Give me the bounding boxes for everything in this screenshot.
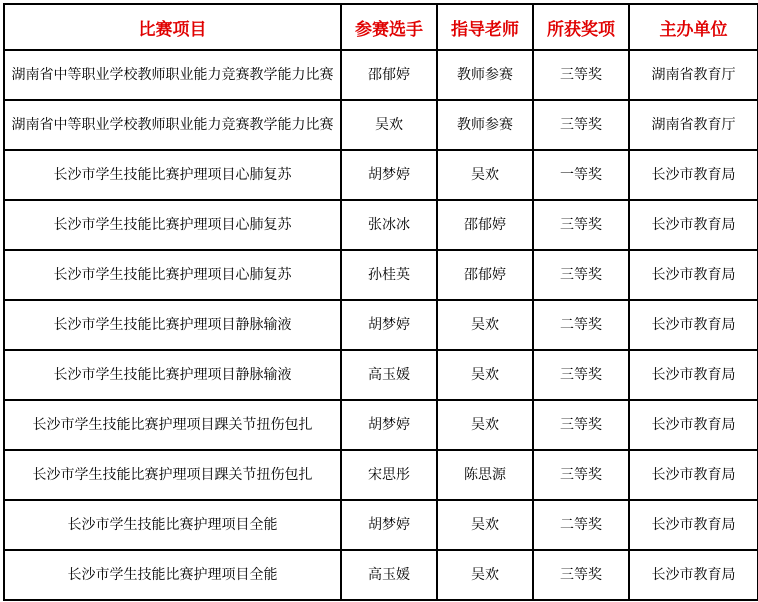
cell-competition: 长沙市学生技能比赛护理项目静脉输液 [4, 350, 341, 400]
cell-instructor: 吴欢 [437, 150, 533, 200]
table-row [4, 200, 758, 250]
cell-instructor: 吴欢 [437, 500, 533, 550]
header-competition: 比赛项目 [4, 4, 341, 50]
cell-participant: 孙桂英 [341, 250, 437, 300]
cell-participant: 邵郁婷 [341, 50, 437, 100]
cell-participant: 张冰冰 [341, 200, 437, 250]
header-instructor: 指导老师 [437, 4, 533, 50]
cell-instructor: 吴欢 [437, 300, 533, 350]
header-row [4, 4, 758, 50]
cell-competition: 长沙市学生技能比赛护理项目踝关节扭伤包扎 [4, 400, 341, 450]
cell-organizer: 长沙市教育局 [629, 500, 758, 550]
cell-award: 三等奖 [533, 450, 629, 500]
cell-competition: 长沙市学生技能比赛护理项目心肺复苏 [4, 200, 341, 250]
cell-organizer: 长沙市教育局 [629, 250, 758, 300]
cell-organizer: 湖南省教育厅 [629, 100, 758, 150]
cell-instructor: 教师参赛 [437, 50, 533, 100]
cell-competition: 长沙市学生技能比赛护理项目全能 [4, 550, 341, 600]
cell-instructor: 邵郁婷 [437, 200, 533, 250]
cell-award: 三等奖 [533, 50, 629, 100]
cell-award: 三等奖 [533, 550, 629, 600]
cell-organizer: 长沙市教育局 [629, 550, 758, 600]
cell-competition: 长沙市学生技能比赛护理项目踝关节扭伤包扎 [4, 450, 341, 500]
cell-participant: 胡梦婷 [341, 150, 437, 200]
cell-organizer: 长沙市教育局 [629, 450, 758, 500]
cell-participant: 宋思彤 [341, 450, 437, 500]
cell-instructor: 教师参赛 [437, 100, 533, 150]
cell-participant: 高玉媛 [341, 550, 437, 600]
awards-table [3, 3, 758, 601]
cell-organizer: 长沙市教育局 [629, 350, 758, 400]
table-row [4, 500, 758, 550]
table-row [4, 250, 758, 300]
cell-instructor: 吴欢 [437, 350, 533, 400]
table-row [4, 300, 758, 350]
cell-award: 三等奖 [533, 250, 629, 300]
cell-award: 二等奖 [533, 300, 629, 350]
cell-award: 三等奖 [533, 100, 629, 150]
table-row [4, 150, 758, 200]
cell-award: 一等奖 [533, 150, 629, 200]
cell-competition: 长沙市学生技能比赛护理项目全能 [4, 500, 341, 550]
cell-organizer: 长沙市教育局 [629, 400, 758, 450]
cell-organizer: 湖南省教育厅 [629, 50, 758, 100]
cell-award: 三等奖 [533, 200, 629, 250]
table-body [4, 50, 758, 600]
table-row [4, 400, 758, 450]
cell-participant: 高玉媛 [341, 350, 437, 400]
cell-competition: 长沙市学生技能比赛护理项目心肺复苏 [4, 150, 341, 200]
cell-participant: 吴欢 [341, 100, 437, 150]
cell-award: 三等奖 [533, 400, 629, 450]
table-row [4, 550, 758, 600]
table-row [4, 450, 758, 500]
header-organizer: 主办单位 [629, 4, 758, 50]
cell-participant: 胡梦婷 [341, 300, 437, 350]
cell-award: 二等奖 [533, 500, 629, 550]
cell-instructor: 吴欢 [437, 400, 533, 450]
cell-instructor: 吴欢 [437, 550, 533, 600]
cell-participant: 胡梦婷 [341, 500, 437, 550]
cell-award: 三等奖 [533, 350, 629, 400]
table-row [4, 50, 758, 100]
header-award: 所获奖项 [533, 4, 629, 50]
cell-instructor: 邵郁婷 [437, 250, 533, 300]
cell-participant: 胡梦婷 [341, 400, 437, 450]
table-row [4, 350, 758, 400]
table-header [4, 4, 758, 50]
cell-organizer: 长沙市教育局 [629, 300, 758, 350]
cell-competition: 长沙市学生技能比赛护理项目心肺复苏 [4, 250, 341, 300]
table-row [4, 100, 758, 150]
cell-competition: 长沙市学生技能比赛护理项目静脉输液 [4, 300, 341, 350]
header-participant: 参赛选手 [341, 4, 437, 50]
cell-instructor: 陈思源 [437, 450, 533, 500]
cell-competition: 湖南省中等职业学校教师职业能力竞赛教学能力比赛 [4, 50, 341, 100]
cell-organizer: 长沙市教育局 [629, 200, 758, 250]
cell-organizer: 长沙市教育局 [629, 150, 758, 200]
cell-competition: 湖南省中等职业学校教师职业能力竞赛教学能力比赛 [4, 100, 341, 150]
